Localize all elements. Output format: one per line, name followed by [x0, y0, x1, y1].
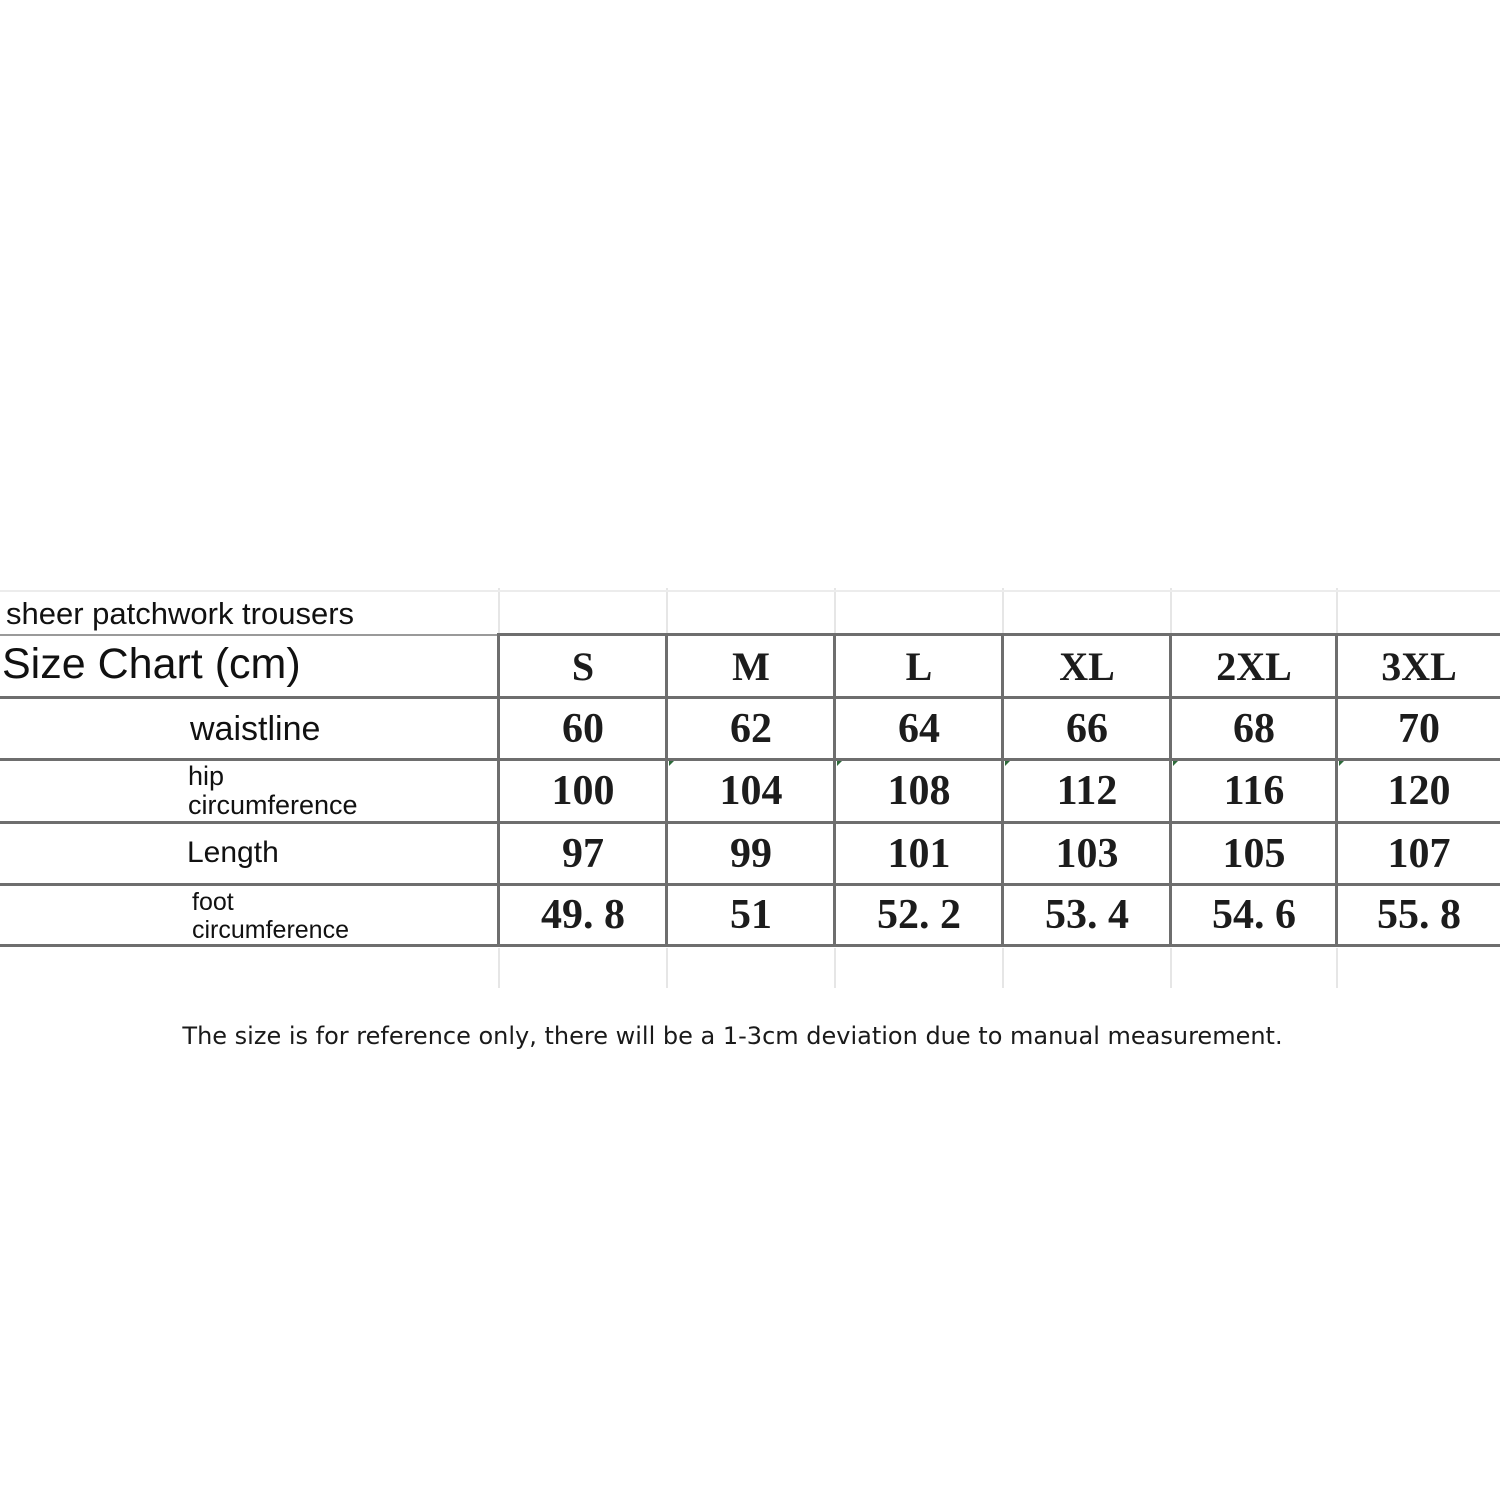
- grid-line: [1336, 588, 1338, 636]
- table-cell: 103: [1055, 830, 1119, 877]
- cell-comment-marker: [1173, 761, 1178, 766]
- row-label-length: Length: [187, 836, 279, 869]
- table-cell: 54. 6: [1212, 892, 1296, 938]
- row-label-hip-circumference: [188, 762, 358, 820]
- size-chart-table: [0, 588, 1500, 988]
- table-cell: 64: [898, 705, 940, 752]
- table-cell: 120: [1387, 768, 1451, 814]
- size-header: S: [571, 643, 595, 689]
- cell-comment-marker: [1339, 761, 1344, 766]
- table-cell: 55. 8: [1377, 892, 1461, 938]
- cell-comment-marker: [837, 761, 842, 766]
- row-label-line: foot: [192, 888, 234, 916]
- size-header: L: [905, 643, 933, 689]
- table-cell: 116: [1223, 768, 1285, 814]
- grid-line: [0, 590, 1500, 592]
- table-cell: 100: [551, 768, 615, 814]
- row-label-line: circumference: [188, 790, 358, 820]
- table-cell: 62: [730, 705, 772, 752]
- row-label-line: circumference: [192, 916, 349, 944]
- row-label-line: hip: [188, 761, 225, 791]
- table-cell: 60: [562, 705, 604, 752]
- table-cell: 99: [730, 830, 772, 877]
- size-header: 3XL: [1381, 643, 1457, 689]
- table-cell: 53. 4: [1045, 892, 1129, 938]
- grid-line: [834, 588, 836, 636]
- grid-line: [1002, 948, 1004, 988]
- table-rule: [0, 634, 498, 636]
- chart-title: Size Chart (cm): [2, 640, 301, 688]
- size-header: 2XL: [1216, 643, 1292, 689]
- size-header: XL: [1059, 643, 1115, 689]
- cell-comment-marker: [1005, 761, 1010, 766]
- table-cell: 51: [730, 892, 772, 938]
- table-cell: 104: [719, 768, 783, 814]
- product-title: sheer patchwork trousers: [6, 596, 355, 631]
- table-cell: 112: [1056, 768, 1118, 814]
- row-label-waistline: waistline: [190, 710, 321, 748]
- table-cell: 68: [1233, 705, 1275, 752]
- grid-line: [1170, 948, 1172, 988]
- table-rule: [0, 944, 1500, 947]
- table-cell: 107: [1387, 830, 1451, 877]
- table-cell: 108: [887, 768, 951, 814]
- table-cell: 105: [1222, 830, 1286, 877]
- footnote: The size is for reference only, there will be a 1-3cm deviation due to manual measurement.: [182, 1022, 1283, 1050]
- cell-comment-marker: [669, 761, 674, 766]
- grid-line: [498, 948, 500, 988]
- table-cell: 101: [887, 830, 951, 877]
- grid-line: [1336, 948, 1338, 988]
- grid-line: [666, 948, 668, 988]
- grid-line: [1002, 588, 1004, 636]
- table-cell: 52. 2: [877, 892, 961, 938]
- table-cell: 66: [1066, 705, 1108, 752]
- table-cell: 70: [1398, 705, 1440, 752]
- row-label-foot-circumference: [192, 888, 349, 944]
- table-cell: 49. 8: [541, 892, 625, 938]
- size-header: M: [732, 643, 770, 689]
- grid-line: [666, 588, 668, 636]
- grid-line: [1170, 588, 1172, 636]
- grid-line: [834, 948, 836, 988]
- grid-line: [498, 588, 500, 636]
- table-cell: 97: [562, 830, 604, 877]
